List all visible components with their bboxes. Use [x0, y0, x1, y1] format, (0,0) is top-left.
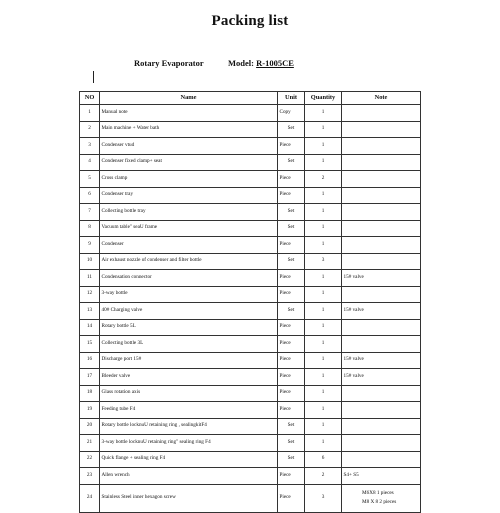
item-note: 15# valve — [342, 303, 421, 320]
item-unit: Set — [278, 204, 305, 221]
row-number: 24 — [80, 484, 100, 512]
item-quantity: 1 — [305, 105, 342, 122]
row-number: 6 — [80, 187, 100, 204]
row-number: 20 — [80, 418, 100, 435]
table-row — [80, 171, 421, 188]
row-number: 9 — [80, 237, 100, 254]
item-note — [342, 105, 421, 122]
item-quantity: 6 — [305, 451, 342, 468]
header-note: Note — [342, 92, 421, 105]
table-row — [80, 154, 421, 171]
table-row — [80, 319, 421, 336]
item-unit: Piece — [278, 468, 305, 485]
text-cursor — [93, 71, 94, 83]
row-number: 22 — [80, 451, 100, 468]
item-name: Condenser tray — [100, 187, 278, 204]
item-quantity: 1 — [305, 237, 342, 254]
item-note — [342, 171, 421, 188]
item-quantity: 1 — [305, 385, 342, 402]
item-quantity: 1 — [305, 435, 342, 452]
item-quantity: 1 — [305, 121, 342, 138]
item-note — [342, 451, 421, 468]
row-number: 10 — [80, 253, 100, 270]
item-unit: Piece — [278, 385, 305, 402]
item-name: Cross clamp — [100, 171, 278, 188]
table-row — [80, 204, 421, 221]
item-unit: Piece — [278, 402, 305, 419]
item-name: Condenser vtud — [100, 138, 278, 155]
row-number: 16 — [80, 352, 100, 369]
table-row — [80, 138, 421, 155]
item-quantity: 2 — [305, 171, 342, 188]
header-name: Name — [100, 92, 278, 105]
item-name: 3-way bottle — [100, 286, 278, 303]
table-row — [80, 435, 421, 452]
item-note-line: M6X8 1 pieces — [362, 490, 394, 497]
item-note: 15# valve — [342, 352, 421, 369]
item-unit: Piece — [278, 369, 305, 386]
item-name: Rotary bottle locknuU retaining ring , sealingkitF4 — [100, 418, 278, 435]
item-note: S4+ S5 — [342, 468, 421, 485]
item-name: Vacuum table" seaU frame — [100, 220, 278, 237]
item-unit: Set — [278, 121, 305, 138]
item-name: Allen wrench — [100, 468, 278, 485]
item-name: Bleeder valve — [100, 369, 278, 386]
table-body — [80, 105, 421, 513]
item-name: Collecting bottle 3L — [100, 336, 278, 353]
row-number: 8 — [80, 220, 100, 237]
row-number: 19 — [80, 402, 100, 419]
item-note — [342, 336, 421, 353]
item-name: Manual note — [100, 105, 278, 122]
item-name: 40# Charging valve — [100, 303, 278, 320]
item-quantity: 3 — [305, 484, 342, 512]
item-note — [342, 204, 421, 221]
table-row — [80, 220, 421, 237]
row-number: 4 — [80, 154, 100, 171]
item-unit: Piece — [278, 352, 305, 369]
model-label: Model: — [228, 58, 254, 68]
item-name: Glass rotation axis — [100, 385, 278, 402]
item-note — [342, 402, 421, 419]
item-unit: Set — [278, 418, 305, 435]
table-row — [80, 253, 421, 270]
table-row — [80, 369, 421, 386]
item-quantity: 1 — [305, 220, 342, 237]
item-unit: Piece — [278, 319, 305, 336]
item-quantity: 1 — [305, 154, 342, 171]
row-number: 18 — [80, 385, 100, 402]
item-quantity: 1 — [305, 286, 342, 303]
item-note — [342, 220, 421, 237]
item-quantity: 1 — [305, 270, 342, 287]
table-row — [80, 451, 421, 468]
item-unit: Set — [278, 154, 305, 171]
item-unit: Piece — [278, 237, 305, 254]
table-row — [80, 352, 421, 369]
header-no: NO — [80, 92, 100, 105]
header-quantity: Quantity — [305, 92, 342, 105]
item-note — [342, 138, 421, 155]
item-note — [342, 253, 421, 270]
item-note — [342, 435, 421, 452]
product-name: Rotary Evaporator — [134, 58, 204, 68]
table-row — [80, 270, 421, 287]
item-name: Condenser — [100, 237, 278, 254]
item-unit: Piece — [278, 286, 305, 303]
table-row — [80, 237, 421, 254]
item-unit: Set — [278, 220, 305, 237]
row-number: 21 — [80, 435, 100, 452]
item-unit: Piece — [278, 171, 305, 188]
row-number: 17 — [80, 369, 100, 386]
table-row — [80, 484, 421, 512]
item-quantity: 2 — [305, 468, 342, 485]
item-note — [342, 121, 421, 138]
row-number: 7 — [80, 204, 100, 221]
table-row — [80, 336, 421, 353]
row-number: 23 — [80, 468, 100, 485]
table-row — [80, 286, 421, 303]
table-row — [80, 402, 421, 419]
row-number: 2 — [80, 121, 100, 138]
item-quantity: 1 — [305, 369, 342, 386]
table-row — [80, 187, 421, 204]
table-header-row — [80, 92, 421, 105]
item-name: Rotary bottle 5L — [100, 319, 278, 336]
item-quantity: 1 — [305, 319, 342, 336]
packing-table — [79, 91, 421, 513]
row-number: 5 — [80, 171, 100, 188]
model-info — [228, 58, 294, 68]
item-note — [342, 385, 421, 402]
item-note: 15# valve — [342, 270, 421, 287]
page-title: Packing list — [211, 13, 289, 29]
item-name: Stainless Steel inner hexagon screw — [100, 484, 278, 512]
item-unit: Piece — [278, 336, 305, 353]
item-name: Condensation connector — [100, 270, 278, 287]
item-note — [342, 237, 421, 254]
item-quantity: 1 — [305, 418, 342, 435]
item-note — [342, 187, 421, 204]
row-number: 1 — [80, 105, 100, 122]
item-quantity: 1 — [305, 303, 342, 320]
item-note — [342, 418, 421, 435]
item-quantity: 1 — [305, 352, 342, 369]
table-row — [80, 385, 421, 402]
item-quantity: 1 — [305, 402, 342, 419]
item-quantity: 1 — [305, 187, 342, 204]
table-row — [80, 121, 421, 138]
row-number: 3 — [80, 138, 100, 155]
row-number: 15 — [80, 336, 100, 353]
item-name: Discharge port 15# — [100, 352, 278, 369]
row-number: 11 — [80, 270, 100, 287]
item-name: 3-way bottle locknuU retaining ring" sealing ring F4 — [100, 435, 278, 452]
item-unit: Set — [278, 435, 305, 452]
item-quantity: 1 — [305, 204, 342, 221]
table-row — [80, 468, 421, 485]
item-unit: Piece — [278, 484, 305, 512]
item-name: Quick flange + sealing ring F4 — [100, 451, 278, 468]
item-unit: Copy — [278, 105, 305, 122]
table-row — [80, 418, 421, 435]
item-quantity: 1 — [305, 336, 342, 353]
row-number: 12 — [80, 286, 100, 303]
item-note: 15# valve — [342, 369, 421, 386]
item-quantity: 3 — [305, 253, 342, 270]
item-unit: Piece — [278, 270, 305, 287]
item-unit: Piece — [278, 187, 305, 204]
item-quantity: 1 — [305, 138, 342, 155]
item-note — [342, 154, 421, 171]
item-note-line: M8 X 8 2 pieces — [362, 499, 397, 505]
item-name: Air exhaust nozzle of condenser and filter bottle — [100, 253, 278, 270]
row-number: 14 — [80, 319, 100, 336]
item-name: Feeding tube F4 — [100, 402, 278, 419]
item-name: Main machine + Water bath — [100, 121, 278, 138]
item-name: Condenser fixed clamp+ seat — [100, 154, 278, 171]
item-unit: Set — [278, 253, 305, 270]
header-unit: Unit — [278, 92, 305, 105]
item-unit: Piece — [278, 138, 305, 155]
row-number: 13 — [80, 303, 100, 320]
item-name: Collecting bottle tray — [100, 204, 278, 221]
item-note — [342, 286, 421, 303]
table-row — [80, 303, 421, 320]
model-value: R-1005CE — [256, 58, 294, 68]
item-unit: Set — [278, 451, 305, 468]
item-unit: Set — [278, 303, 305, 320]
item-note — [342, 319, 421, 336]
table-row — [80, 105, 421, 122]
item-note — [342, 484, 421, 512]
